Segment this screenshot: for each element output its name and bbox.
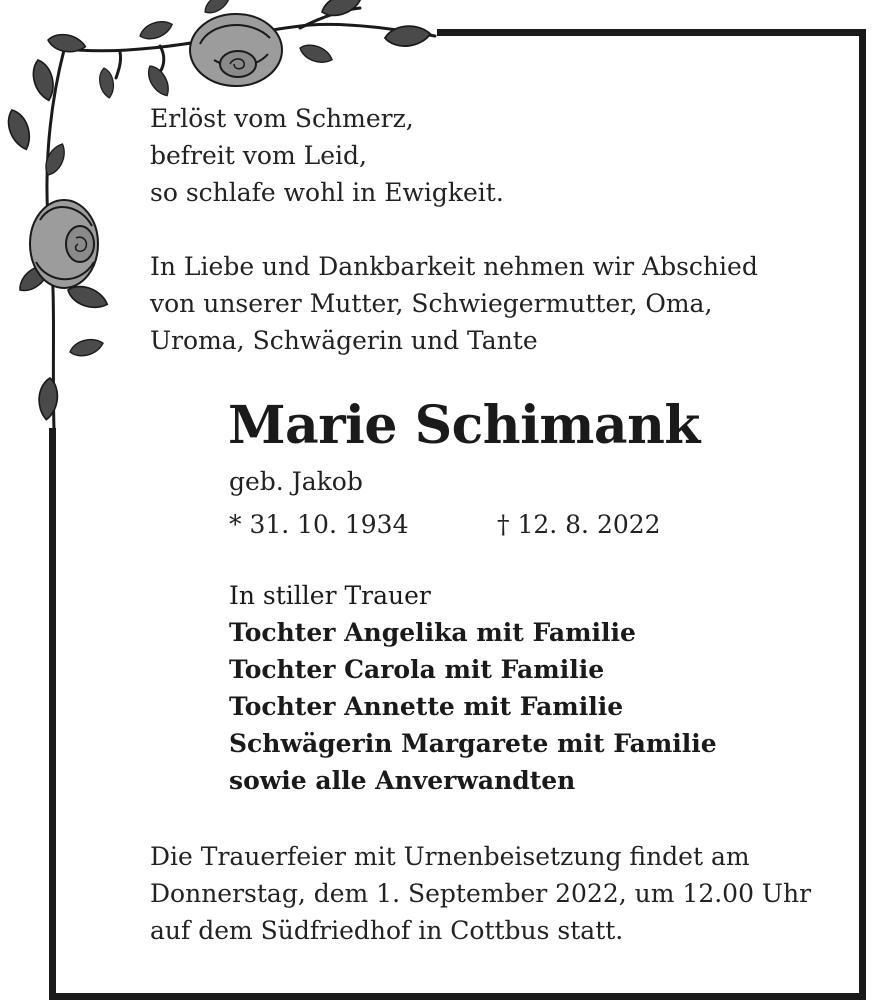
mourners — [229, 577, 717, 799]
ceremony-line: Donnerstag, dem 1. September 2022, um 12.00 Uhr — [150, 879, 812, 908]
rose-vine-icon — [0, 0, 450, 440]
mourner-entry: Tochter Annette mit Familie — [229, 692, 624, 721]
farewell-intro — [150, 248, 758, 359]
mourner-entry: Tochter Angelika mit Familie — [229, 618, 636, 647]
ceremony-info — [150, 838, 811, 949]
intro-line: In Liebe und Dankbarkeit nehmen wir Abschied — [150, 252, 758, 281]
verse-line: befreit vom Leid, — [150, 141, 367, 170]
birth-name: geb. Jakob — [229, 467, 363, 496]
frame-right-border — [859, 29, 866, 1000]
birth-date: * 31. 10. 1934 — [229, 510, 409, 539]
mourner-entry: Schwägerin Margarete mit Familie — [229, 729, 717, 758]
deceased-name: Marie Schimank — [228, 395, 700, 456]
verse-line: so schlafe wohl in Ewigkeit. — [150, 178, 504, 207]
intro-line: von unserer Mutter, Schwiegermutter, Oma, — [150, 289, 713, 318]
mourners-intro: In stiller Trauer — [229, 581, 431, 610]
verse — [150, 100, 504, 211]
frame-bottom-border — [49, 993, 866, 1000]
ceremony-line: auf dem Südfriedhof in Cottbus statt. — [150, 916, 624, 945]
verse-line: Erlöst vom Schmerz, — [150, 104, 414, 133]
frame-left-border — [49, 428, 56, 1000]
death-date: † 12. 8. 2022 — [497, 510, 661, 539]
rose-left — [30, 200, 98, 288]
rose-top — [190, 14, 282, 86]
mourner-entry: sowie alle Anverwandten — [229, 766, 576, 795]
frame-top-border — [437, 29, 866, 36]
mourner-entry: Tochter Carola mit Familie — [229, 655, 605, 684]
intro-line: Uroma, Schwägerin und Tante — [150, 326, 538, 355]
ceremony-line: Die Trauerfeier mit Urnenbeisetzung findet am — [150, 842, 750, 871]
